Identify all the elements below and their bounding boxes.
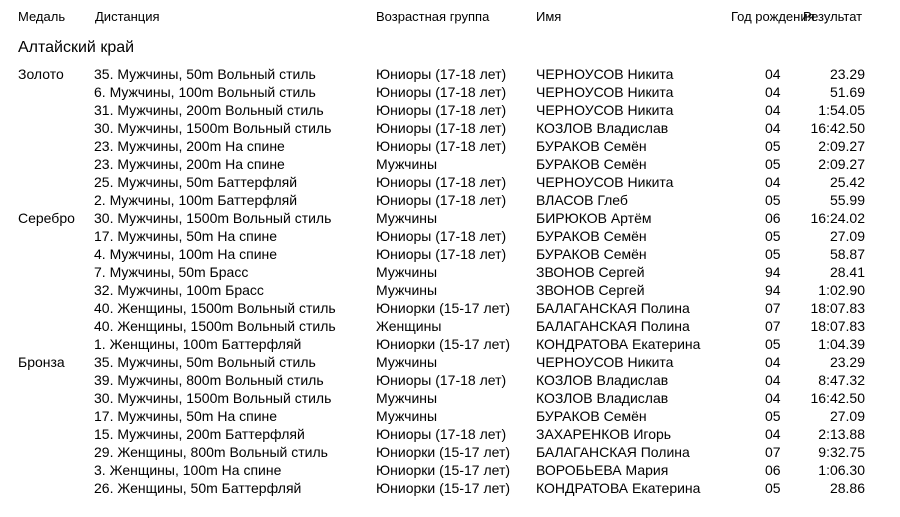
birth-year-cell: 94 — [765, 282, 781, 298]
age-group-cell: Юниорки (15-17 лет) — [376, 300, 511, 316]
distance-cell: 17. Мужчины, 50m На спине — [94, 408, 278, 424]
distance-cell: 6. Мужчины, 100m Вольный стиль — [94, 84, 316, 100]
age-group-cell: Юниорки (15-17 лет) — [376, 480, 511, 496]
table-row — [0, 173, 900, 191]
header-medal: Медаль — [18, 9, 66, 24]
distance-cell: 30. Мужчины, 1500m Вольный стиль — [94, 210, 332, 226]
athlete-name-cell: ЗВОНОВ Сергей — [536, 282, 645, 298]
birth-year-cell: 07 — [765, 318, 781, 334]
table-row — [0, 461, 900, 479]
table-row — [0, 407, 900, 425]
distance-cell: 32. Мужчины, 100m Брасс — [94, 282, 264, 298]
table-row — [0, 371, 900, 389]
result-cell: 1:02.90 — [818, 282, 865, 298]
result-cell: 58.87 — [829, 246, 865, 262]
distance-cell: 2. Мужчины, 100m Баттерфляй — [94, 192, 298, 208]
birth-year-cell: 05 — [765, 408, 781, 424]
distance-cell: 17. Мужчины, 50m На спине — [94, 228, 278, 244]
birth-year-cell: 06 — [765, 210, 781, 226]
header-age-group: Возрастная группа — [376, 9, 490, 24]
table-row — [0, 137, 900, 155]
birth-year-cell: 05 — [765, 138, 781, 154]
age-group-cell: Юниоры (17-18 лет) — [376, 174, 507, 190]
age-group-cell: Юниоры (17-18 лет) — [376, 246, 507, 262]
athlete-name-cell: КОЗЛОВ Владислав — [536, 120, 669, 136]
result-cell: 25.42 — [829, 174, 865, 190]
birth-year-cell: 05 — [765, 228, 781, 244]
athlete-name-cell: КОНДРАТОВА Екатерина — [536, 480, 701, 496]
header-result: Результат — [803, 9, 863, 24]
athlete-name-cell: ЧЕРНОУСОВ Никита — [536, 84, 674, 100]
age-group-cell: Юниоры (17-18 лет) — [376, 120, 507, 136]
result-cell: 1:04.39 — [818, 336, 865, 352]
birth-year-cell: 04 — [765, 120, 781, 136]
athlete-name-cell: КОЗЛОВ Владислав — [536, 390, 669, 406]
distance-cell: 23. Мужчины, 200m На спине — [94, 156, 285, 172]
header-distance: Дистанция — [95, 9, 160, 24]
age-group-cell: Юниоры (17-18 лет) — [376, 138, 507, 154]
result-cell: 2:13.88 — [818, 426, 865, 442]
age-group-cell: Юниоры (17-18 лет) — [376, 84, 507, 100]
distance-cell: 26. Женщины, 50m Баттерфляй — [94, 480, 302, 496]
result-cell: 27.09 — [829, 408, 865, 424]
distance-cell: 39. Мужчины, 800m Вольный стиль — [94, 372, 324, 388]
result-cell: 55.99 — [829, 192, 865, 208]
athlete-name-cell: ЧЕРНОУСОВ Никита — [536, 102, 674, 118]
table-row — [0, 119, 900, 137]
distance-cell: 25. Мужчины, 50m Баттерфляй — [94, 174, 298, 190]
age-group-cell: Юниоры (17-18 лет) — [376, 372, 507, 388]
athlete-name-cell: ЗВОНОВ Сергей — [536, 264, 645, 280]
table-row — [0, 335, 900, 353]
age-group-cell: Мужчины — [376, 264, 438, 280]
birth-year-cell: 94 — [765, 264, 781, 280]
age-group-cell: Мужчины — [376, 156, 438, 172]
header-birth-year: Год рождения — [731, 9, 815, 24]
athlete-name-cell: ЧЕРНОУСОВ Никита — [536, 174, 674, 190]
result-cell: 16:42.50 — [810, 390, 865, 406]
age-group-cell: Юниоры (17-18 лет) — [376, 66, 507, 82]
age-group-cell: Юниоры (17-18 лет) — [376, 228, 507, 244]
result-cell: 23.29 — [829, 66, 865, 82]
result-cell: 51.69 — [829, 84, 865, 100]
result-cell: 28.86 — [829, 480, 865, 496]
athlete-name-cell: ВОРОБЬЕВА Мария — [536, 462, 669, 478]
table-row — [0, 389, 900, 407]
athlete-name-cell: ЗАХАРЕНКОВ Игорь — [536, 426, 672, 442]
medal-label: Серебро — [18, 210, 75, 226]
birth-year-cell: 05 — [765, 336, 781, 352]
result-cell: 28.41 — [829, 264, 865, 280]
table-row — [0, 317, 900, 335]
birth-year-cell: 05 — [765, 192, 781, 208]
medal-label: Золото — [18, 66, 64, 82]
distance-cell: 15. Мужчины, 200m Баттерфляй — [94, 426, 305, 442]
athlete-name-cell: КОЗЛОВ Владислав — [536, 372, 669, 388]
athlete-name-cell: БАЛАГАНСКАЯ Полина — [536, 318, 690, 334]
athlete-name-cell: БИРЮКОВ Артём — [536, 210, 652, 226]
result-cell: 2:09.27 — [818, 138, 865, 154]
birth-year-cell: 06 — [765, 462, 781, 478]
distance-cell: 1. Женщины, 100m Баттерфляй — [94, 336, 302, 352]
distance-cell: 7. Мужчины, 50m Брасс — [94, 264, 249, 280]
table-row — [0, 263, 900, 281]
distance-cell: 3. Женщины, 100m На спине — [94, 462, 282, 478]
table-row — [0, 209, 900, 227]
table-row — [0, 65, 900, 83]
age-group-cell: Мужчины — [376, 390, 438, 406]
age-group-cell: Юниорки (15-17 лет) — [376, 444, 511, 460]
birth-year-cell: 05 — [765, 480, 781, 496]
birth-year-cell: 04 — [765, 354, 781, 370]
birth-year-cell: 04 — [765, 426, 781, 442]
distance-cell: 40. Женщины, 1500m Вольный стиль — [94, 318, 336, 334]
age-group-cell: Мужчины — [376, 210, 438, 226]
athlete-name-cell: ВЛАСОВ Глеб — [536, 192, 628, 208]
distance-cell: 4. Мужчины, 100m На спине — [94, 246, 278, 262]
distance-cell: 31. Мужчины, 200m Вольный стиль — [94, 102, 324, 118]
header-name: Имя — [536, 9, 562, 24]
athlete-name-cell: БУРАКОВ Семён — [536, 138, 647, 154]
table-row — [0, 479, 900, 497]
birth-year-cell: 04 — [765, 372, 781, 388]
athlete-name-cell: БУРАКОВ Семён — [536, 228, 647, 244]
table-row — [0, 299, 900, 317]
birth-year-cell: 04 — [765, 174, 781, 190]
age-group-cell: Юниоры (17-18 лет) — [376, 192, 507, 208]
age-group-cell: Мужчины — [376, 354, 438, 370]
table-row — [0, 191, 900, 209]
table-row — [0, 101, 900, 119]
medal-label: Бронза — [18, 354, 65, 370]
distance-cell: 35. Мужчины, 50m Вольный стиль — [94, 66, 316, 82]
birth-year-cell: 07 — [765, 444, 781, 460]
distance-cell: 30. Мужчины, 1500m Вольный стиль — [94, 120, 332, 136]
athlete-name-cell: БУРАКОВ Семён — [536, 156, 647, 172]
table-row — [0, 281, 900, 299]
age-group-cell: Юниорки (15-17 лет) — [376, 336, 511, 352]
distance-cell: 40. Женщины, 1500m Вольный стиль — [94, 300, 336, 316]
table-row — [0, 245, 900, 263]
age-group-cell: Женщины — [376, 318, 442, 334]
table-row — [0, 227, 900, 245]
birth-year-cell: 04 — [765, 84, 781, 100]
result-cell: 9:32.75 — [818, 444, 865, 460]
result-cell: 2:09.27 — [818, 156, 865, 172]
athlete-name-cell: КОНДРАТОВА Екатерина — [536, 336, 701, 352]
birth-year-cell: 07 — [765, 300, 781, 316]
age-group-cell: Юниорки (15-17 лет) — [376, 462, 511, 478]
birth-year-cell: 04 — [765, 102, 781, 118]
birth-year-cell: 04 — [765, 66, 781, 82]
age-group-cell: Мужчины — [376, 282, 438, 298]
result-cell: 16:42.50 — [810, 120, 865, 136]
table-row — [0, 353, 900, 371]
distance-cell: 23. Мужчины, 200m На спине — [94, 138, 285, 154]
result-cell: 18:07.83 — [810, 318, 865, 334]
result-cell: 16:24.02 — [810, 210, 865, 226]
table-row — [0, 443, 900, 461]
birth-year-cell: 04 — [765, 390, 781, 406]
athlete-name-cell: БУРАКОВ Семён — [536, 246, 647, 262]
result-cell: 27.09 — [829, 228, 865, 244]
distance-cell: 29. Женщины, 800m Вольный стиль — [94, 444, 328, 460]
region-title: Алтайский край — [18, 39, 135, 56]
birth-year-cell: 05 — [765, 156, 781, 172]
athlete-name-cell: ЧЕРНОУСОВ Никита — [536, 354, 674, 370]
athlete-name-cell: ЧЕРНОУСОВ Никита — [536, 66, 674, 82]
athlete-name-cell: БАЛАГАНСКАЯ Полина — [536, 444, 690, 460]
birth-year-cell: 05 — [765, 246, 781, 262]
table-row — [0, 155, 900, 173]
result-cell: 1:54.05 — [818, 102, 865, 118]
athlete-name-cell: БАЛАГАНСКАЯ Полина — [536, 300, 690, 316]
result-cell: 23.29 — [829, 354, 865, 370]
table-row — [0, 425, 900, 443]
result-cell: 8:47.32 — [818, 372, 865, 388]
result-cell: 1:06.30 — [818, 462, 865, 478]
table-row — [0, 83, 900, 101]
age-group-cell: Юниоры (17-18 лет) — [376, 102, 507, 118]
result-cell: 18:07.83 — [810, 300, 865, 316]
age-group-cell: Юниоры (17-18 лет) — [376, 426, 507, 442]
distance-cell: 35. Мужчины, 50m Вольный стиль — [94, 354, 316, 370]
age-group-cell: Мужчины — [376, 408, 438, 424]
athlete-name-cell: БУРАКОВ Семён — [536, 408, 647, 424]
distance-cell: 30. Мужчины, 1500m Вольный стиль — [94, 390, 332, 406]
